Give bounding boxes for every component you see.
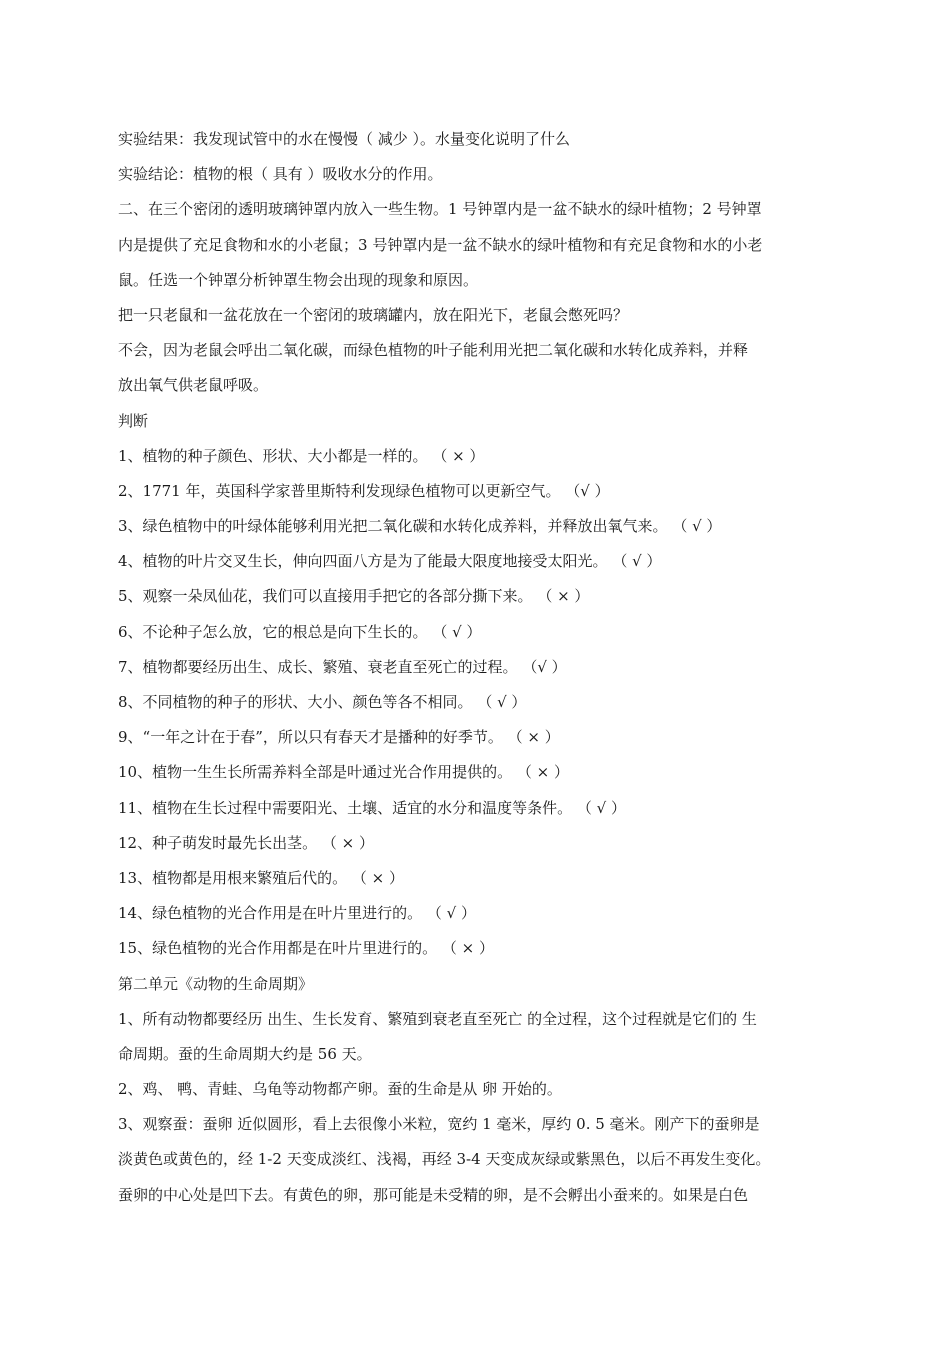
judgment-item: 9、“一年之计在于春”，所以只有春天才是播种的好季节。 （ × ）: [118, 728, 560, 747]
judgment-item: 8、不同植物的种子的形状、大小、颜色等各不相同。 （ √ ）: [118, 693, 527, 711]
judgment-item: 5、观察一朵凤仙花，我们可以直接用手把它的各部分撕下来。 （ × ）: [118, 587, 590, 606]
text-line: 把一只老鼠和一盆花放在一个密闭的玻璃罐内，放在阳光下，老鼠会憋死吗？: [118, 305, 629, 324]
judgment-item: 14、绿色植物的光合作用是在叶片里进行的。 （ √ ）: [118, 904, 476, 923]
judgment-item: 1、植物的种子颜色、形状、大小都是一样的。 （ × ）: [118, 446, 485, 465]
text-line: 3、观察蚕：蚕卵 近似圆形，看上去很像小米粒，宽约 1 毫米，厚约 0. 5 毫米。刚产下的蚕卵是: [118, 1115, 760, 1134]
section-heading: 判断: [118, 411, 149, 430]
judgment-item: 6、不论种子怎么放，它的根总是向下生长的。 （ √ ）: [118, 622, 482, 641]
text-line: 2、鸡、 鸭、青蛙、乌龟等动物都产卵。蚕的生命是从 卵 开始的。: [118, 1080, 562, 1099]
judgment-item: 15、绿色植物的光合作用都是在叶片里进行的。 （ × ）: [118, 939, 494, 958]
judgment-item: 12、种子萌发时最先长出茎。 （ × ）: [118, 833, 374, 852]
text-line: 淡黄色或黄色的，经 1-2 天变成淡红、浅褐，再经 3-4 天变成灰绿或紫黑色，以后不再发生变化。: [118, 1150, 771, 1169]
text-line: 二、在三个密闭的透明玻璃钟罩内放入一些生物。1 号钟罩内是一盆不缺水的绿叶植物；2 号钟罩: [118, 200, 762, 219]
document-body: [118, 122, 836, 1213]
text-line: 命周期。蚕的生命周期大约是 56 天。: [118, 1044, 372, 1063]
text-line: 放出氧气供老鼠呼吸。: [118, 376, 269, 395]
judgment-item: 2、1771 年，英国科学家普里斯特利发现绿色植物可以更新空气。 （√ ）: [118, 481, 610, 500]
text-line: 鼠。任选一个钟罩分析钟罩生物会出现的现象和原因。: [118, 270, 479, 289]
judgment-item: 13、植物都是用根来繁殖后代的。 （ × ）: [118, 868, 404, 887]
unit-heading: 第二单元《动物的生命周期》: [118, 974, 314, 993]
judgment-item: 11、植物在生长过程中需要阳光、土壤、适宜的水分和温度等条件。 （ √ ）: [118, 798, 626, 817]
judgment-item: 4、植物的叶片交叉生长，伸向四面八方是为了能最大限度地接受太阳光。 （ √ ）: [118, 552, 662, 571]
judgment-item: 10、植物一生生长所需养料全部是叶通过光合作用提供的。 （ × ）: [118, 763, 569, 782]
judgment-item: 3、绿色植物中的叶绿体能够利用光把二氧化碳和水转化成养料，并释放出氧气来。 （ √ ）: [118, 517, 722, 536]
text-line: 1、所有动物都要经历 出生、生长发育、繁殖到衰老直至死亡 的全过程，这个过程就是它们的 生: [118, 1009, 757, 1028]
text-line: 蚕卵的中心处是凹下去。有黄色的卵，那可能是未受精的卵，是不会孵出小蚕来的。如果是白色: [118, 1185, 749, 1204]
text-line: 实验结果：我发现试管中的水在慢慢（ 减少 ）。水量变化说明了什么: [118, 130, 571, 148]
text-line: 不会，因为老鼠会呼出二氧化碳，而绿色植物的叶子能利用光把二氧化碳和水转化成养料，并释: [118, 341, 749, 360]
judgment-item: 7、植物都要经历出生、成长、繁殖、衰老直至死亡的过程。 （√ ）: [118, 657, 567, 676]
text-line: 实验结论：植物的根（ 具有 ）吸收水分的作用。: [118, 165, 443, 184]
text-line: 内是提供了充足食物和水的小老鼠；3 号钟罩内是一盆不缺水的绿叶植物和有充足食物和水的小老: [118, 235, 763, 254]
